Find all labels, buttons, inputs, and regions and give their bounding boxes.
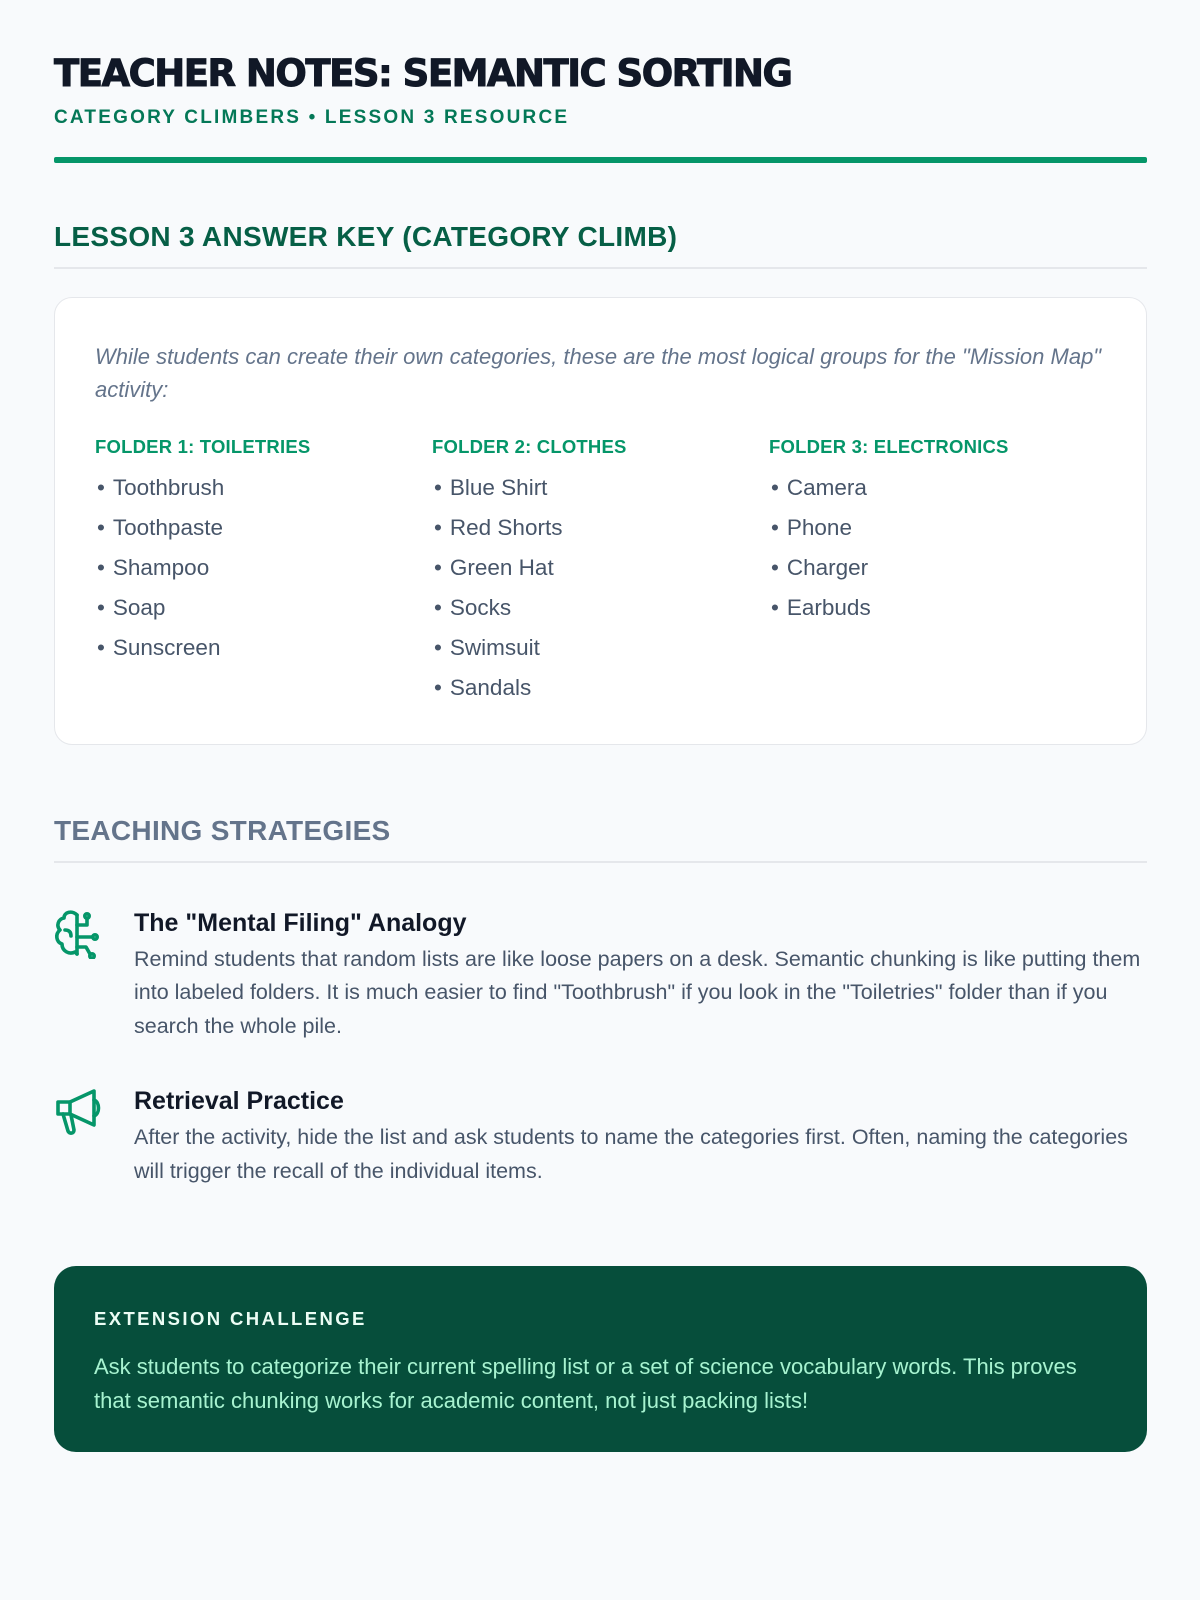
answer-key-intro: While students can create their own categories, these are the most logical groups for the "Mission Map" activity:	[95, 343, 1102, 402]
teaching-strategies-section	[54, 815, 1147, 1189]
list-item: • Red Shorts	[432, 512, 769, 552]
folder-item-list	[432, 472, 769, 712]
list-item: • Blue Shirt	[432, 472, 769, 512]
strategy-body	[134, 1085, 1147, 1188]
list-item: • Green Hat	[432, 552, 769, 592]
list-item: • Swimsuit	[432, 632, 769, 672]
strategy-title: Retrieval Practice	[134, 1087, 344, 1116]
megaphone-icon	[54, 1085, 134, 1142]
folder-title: FOLDER 2: CLOTHES	[432, 435, 627, 457]
list-item: • Earbuds	[769, 592, 1106, 632]
folder-title: FOLDER 3: ELECTRONICS	[769, 435, 1009, 457]
page-header	[54, 54, 1147, 163]
extension-challenge-box	[54, 1266, 1147, 1452]
strategy-body	[134, 907, 1147, 1044]
list-item: • Toothpaste	[95, 512, 432, 552]
folder-clothes	[432, 436, 769, 712]
strategy-retrieval-practice	[54, 1085, 1147, 1188]
strategy-description: After the activity, hide the list and ask students to name the categories first. Often, naming the categories will trigger the recall of the individual items.	[134, 1125, 1128, 1183]
answer-key-heading: LESSON 3 ANSWER KEY (CATEGORY CLIMB)	[54, 221, 1147, 269]
teacher-notes-page	[54, 54, 1147, 1452]
strategy-mental-filing	[54, 907, 1147, 1044]
list-item: • Socks	[432, 592, 769, 632]
answer-key-section	[54, 221, 1147, 745]
list-item: • Camera	[769, 472, 1106, 512]
folder-item-list	[769, 472, 1106, 632]
answer-key-card	[54, 297, 1147, 745]
extension-title: EXTENSION CHALLENGE	[94, 1308, 367, 1330]
list-item: • Phone	[769, 512, 1106, 552]
folder-toiletries	[95, 436, 432, 712]
folder-columns	[95, 436, 1106, 712]
page-title: TEACHER NOTES: SEMANTIC SORTING	[54, 52, 792, 95]
folder-title: FOLDER 1: TOILETRIES	[95, 435, 311, 457]
list-item: • Toothbrush	[95, 472, 432, 512]
list-item: • Sandals	[432, 672, 769, 712]
folder-electronics	[769, 436, 1106, 712]
teaching-strategies-heading: TEACHING STRATEGIES	[54, 815, 1147, 863]
title-divider	[54, 157, 1147, 163]
list-item: • Shampoo	[95, 552, 432, 592]
strategy-description: Remind students that random lists are like loose papers on a desk. Semantic chunking is like putting them into labeled folders. It is much easier to find "Toothbrush" if you look in the "Toiletries" folder than if you search the whole pile.	[134, 946, 1141, 1038]
page-subtitle: CATEGORY CLIMBERS • LESSON 3 RESOURCE	[54, 106, 570, 128]
folder-item-list	[95, 472, 432, 672]
list-item: • Charger	[769, 552, 1106, 592]
list-item: • Sunscreen	[95, 632, 432, 672]
extension-body: Ask students to categorize their current spelling list or a set of science vocabulary words. This proves that semantic chunking works for academic content, not just packing lists!	[94, 1354, 1077, 1413]
strategy-title: The "Mental Filing" Analogy	[134, 908, 467, 937]
brain-icon	[54, 907, 134, 964]
list-item: • Soap	[95, 592, 432, 632]
